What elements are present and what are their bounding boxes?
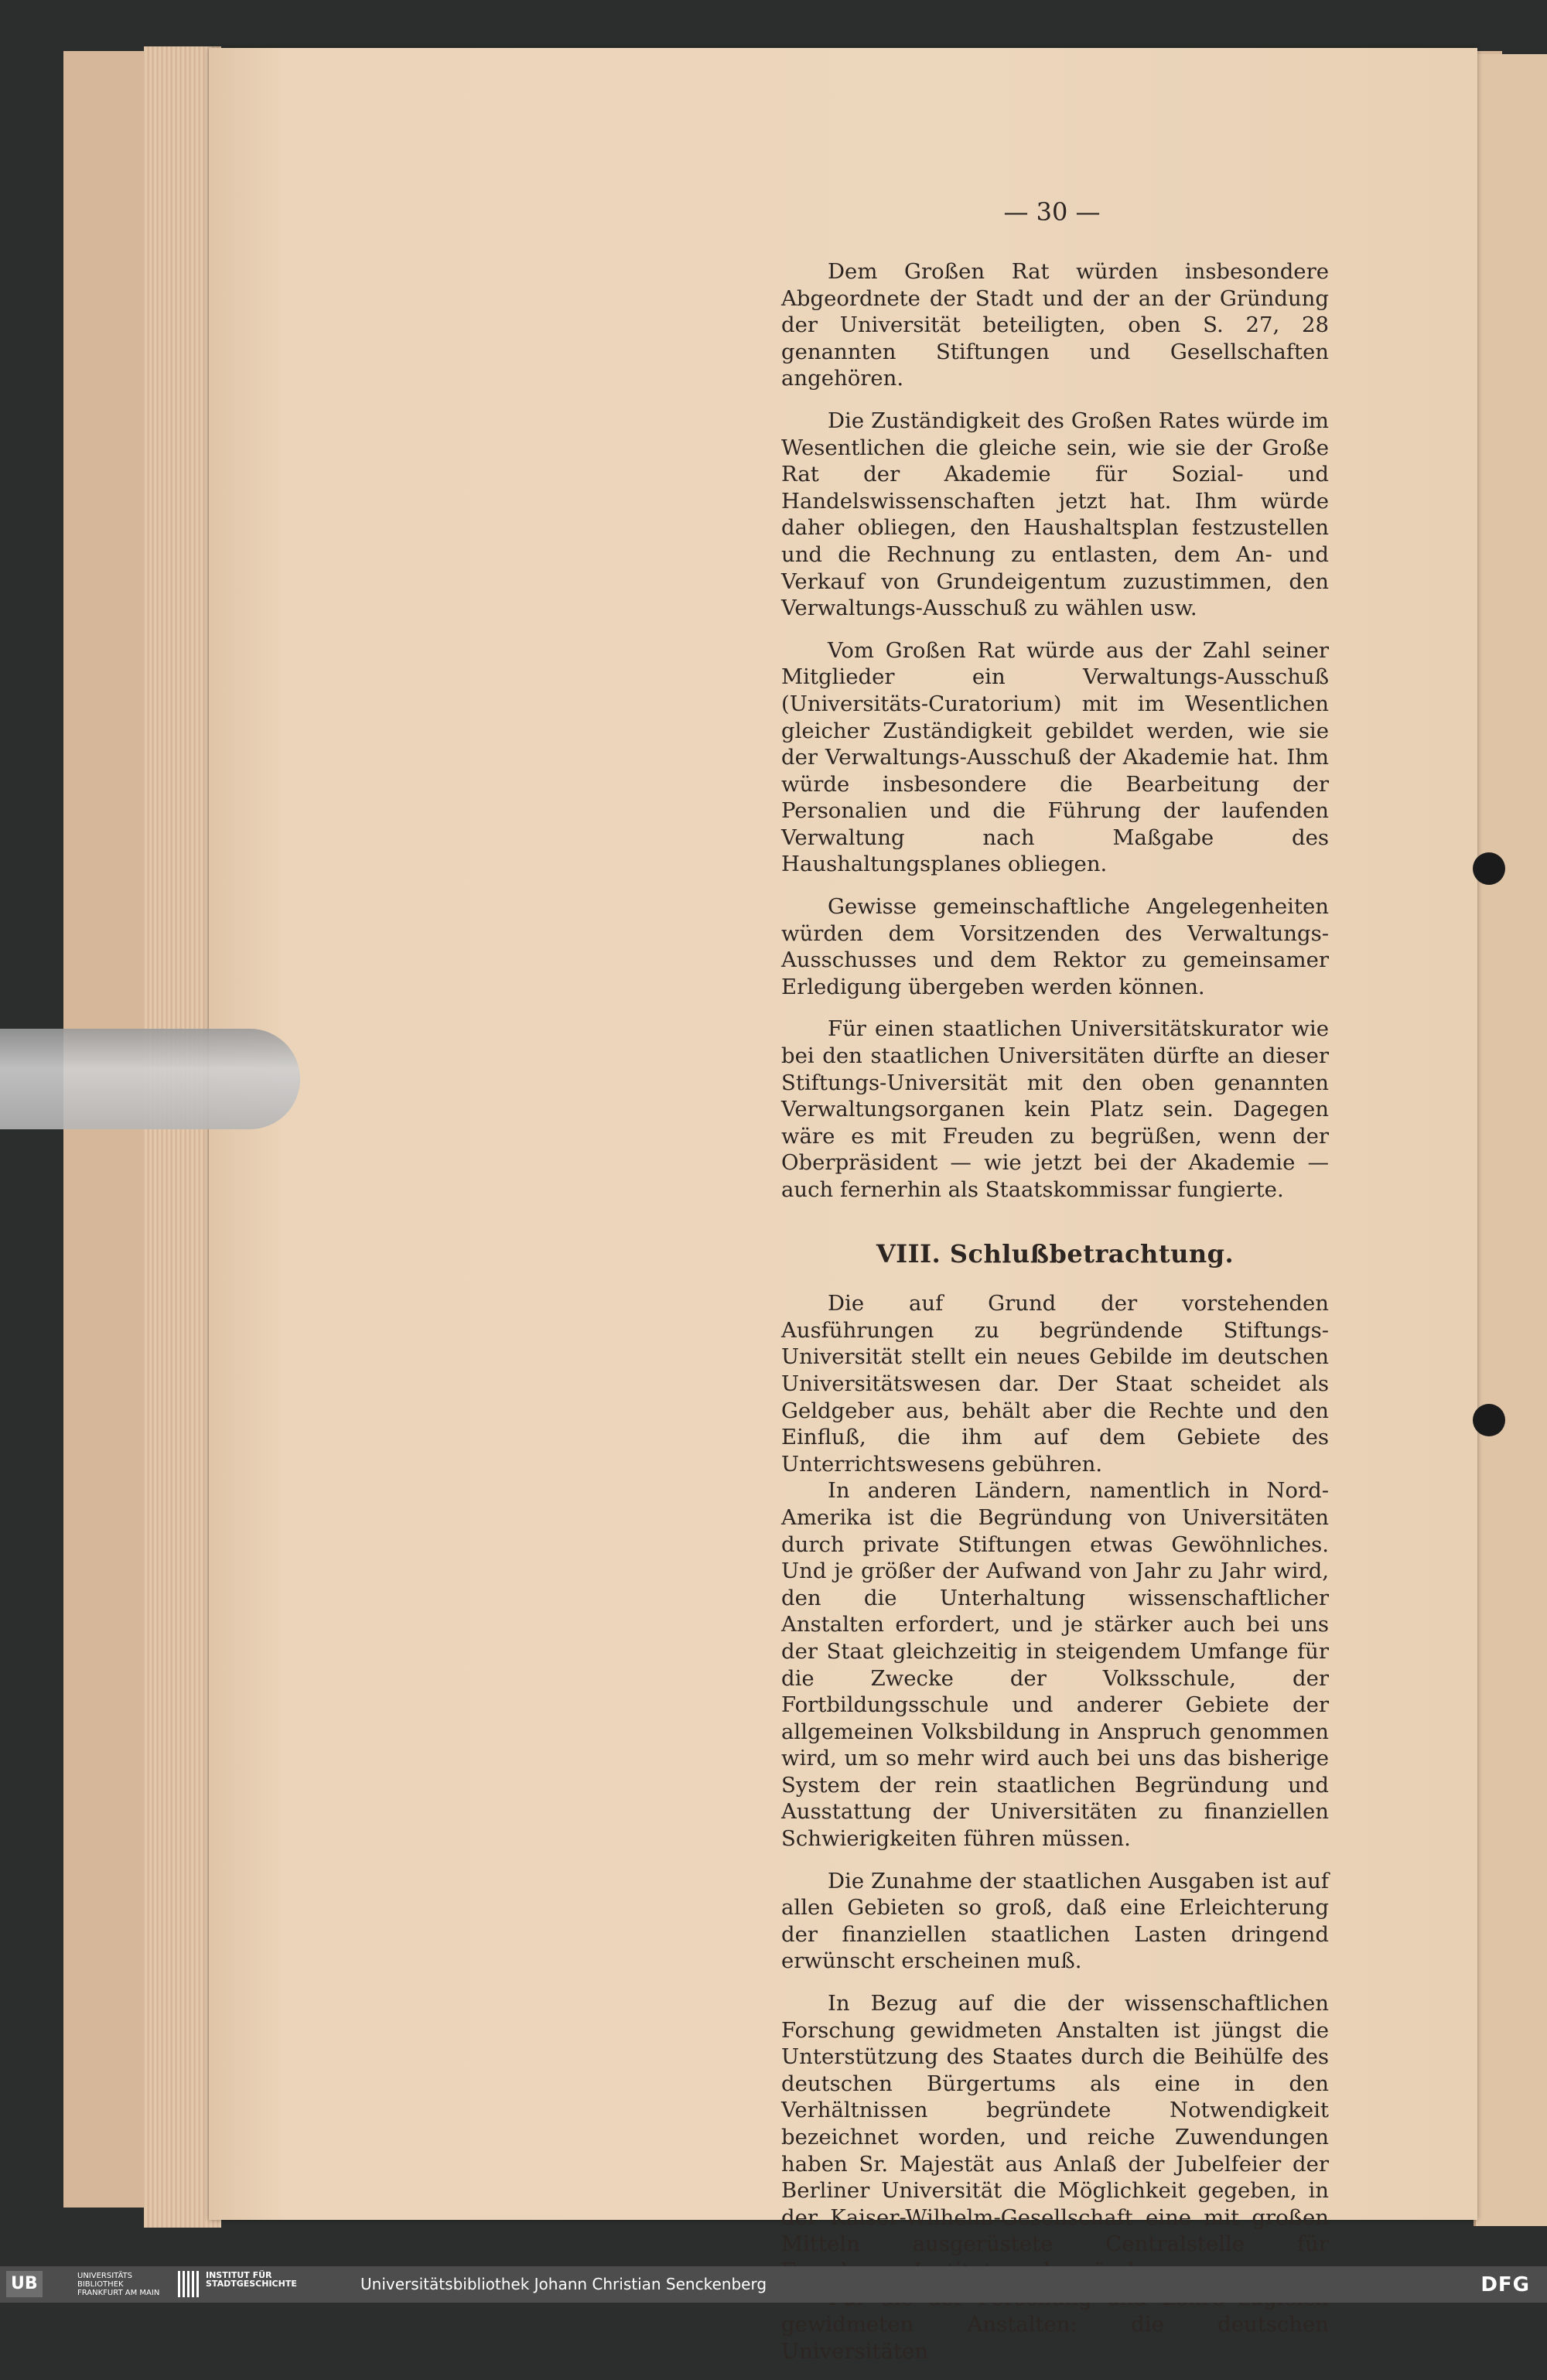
paragraph: gewidmeten Anstalten: die deutschen Universitäten [781, 2312, 1329, 2364]
paragraph: Gewisse gemeinschaftliche Angelegenheiten würden dem Vorsitzenden des Verwaltungs-Ausschusses und dem Rektor zu gemeinsamer Erledigung übergeben werden können. [781, 894, 1329, 999]
paragraph: In anderen Ländern, namentlich in Nord-Amerika ist die Begründung von Universitäten durch private Stiftungen etwas Gewöhnliches. Und je größer der Aufwand von Jahr zu Jahr wird, den die Unterhaltung wissenschaftlicher Anstalten erfordert, und je stärker auch bei uns der Staat gleichzeitig in steigendem Umfange für die Zwecke der Volksschule, der Fortbildungsschule und anderer Gebiete der allgemeinen Volksbildung in Anspruch genommen wird, um so mehr wird auch bei uns das bisherige System der rein staatlichen Begründung und Ausstattung der Universitäten zu finanziellen Schwierigkeiten führen müssen. [781, 1478, 1329, 1852]
institute-name: INSTITUT FÜR STADTGESCHICHTE [206, 2270, 297, 2289]
library-name: Universitätsbibliothek Johann Christian Senckenberg [360, 2275, 767, 2293]
ub-logo-subtitle: UNIVERSITÄTS BIBLIOTHEK FRANKFURT AM MAIN [77, 2272, 160, 2297]
body-text [781, 258, 1329, 2380]
punch-hole [1473, 852, 1505, 885]
page-number: — 30 — [1003, 197, 1101, 227]
bookmark-tab [0, 1029, 300, 1129]
paragraph: Die Zunahme der staatlichen Ausgaben ist auf allen Gebieten so groß, daß eine Erleichterung der finanziellen staatlichen Lasten dringend erwünscht erscheinen muß. [781, 1868, 1329, 1974]
next-page-edge [1474, 54, 1547, 2226]
section-heading: VIII. Schlußbetrachtung. [876, 1238, 1235, 1269]
paragraph: Für einen staatlichen Universitätskurator wie bei den staatlichen Universitäten dürfte an dieser Stiftungs-Universität mit den oben genannten Verwaltungsorganen kein Platz sein. Dagegen wäre es mit Freuden zu begrüßen, wenn der Oberpräsident — wie jetzt bei der Akademie — auch fernerhin als Staatskommissar fungierte. [781, 1016, 1329, 1202]
paragraph: Vom Großen Rat würde aus der Zahl seiner Mitglieder ein Verwaltungs-Ausschuß (Universitäts-Curatorium) mit im Wesentlichen gleicher Zuständigkeit gebildet werden, wie sie der Verwaltungs-Ausschuß der Akademie hat. Ihm würde insbesondere die Bearbeitung der Personalien und die Führung der laufenden Verwaltung nach Maßgabe des Haushaltungsplanes obliegen. [781, 637, 1329, 877]
punch-hole [1473, 1404, 1505, 1436]
ub-logo: UB [6, 2271, 43, 2297]
paragraph: Die auf Grund der vorstehenden Ausführungen zu begründende Stiftungs-Universität stellt ein neues Gebilde im deutschen Universitätswesen dar. Der Staat scheidet als Geldgeber aus, behält aber die Rechte und den Einfluß, die ihm auf dem Gebiete des Unterrichtswesens gebühren. [781, 1291, 1329, 1477]
paragraph: Dem Großen Rat würden insbesondere Abgeordnete der Stadt und der an der Gründung der Universität beteiligten, oben S. 27, 28 genannten Stiftungen und Gesellschaften angehören. [781, 259, 1329, 391]
footer-bar [0, 2266, 1547, 2303]
dfg-logo: DFG [1480, 2273, 1530, 2296]
paragraph: Die Zuständigkeit des Großen Rates würde im Wesentlichen die gleiche sein, wie sie der Große Rat der Akademie für Sozial- und Handelswissenschaften jetzt hat. Ihm würde daher obliegen, den Haushaltsplan festzustellen und die Rechnung zu entlasten, dem An- und Verkauf von Grundeigentum zuzustimmen, den Verwaltungs-Ausschuß zu wählen usw. [781, 408, 1329, 621]
paragraph: In Bezug auf die der wissenschaftlichen Forschung gewidmeten Anstalten ist jüngst die Unterstützung des Staates durch die Beihülfe des deutschen Bürgertums als eine in den Verhältnissen begründete Notwendigkeit bezeichnet worden, und reiche Zuwendungen haben Sr. Majestät aus Anlaß der Jubelfeier der Berliner Universität die Möglichkeit gegeben, in der Kaiser-Wilhelm-Gesellschaft eine mit großen Mitteln ausgerüstete Centralstelle für [781, 1991, 1329, 2257]
